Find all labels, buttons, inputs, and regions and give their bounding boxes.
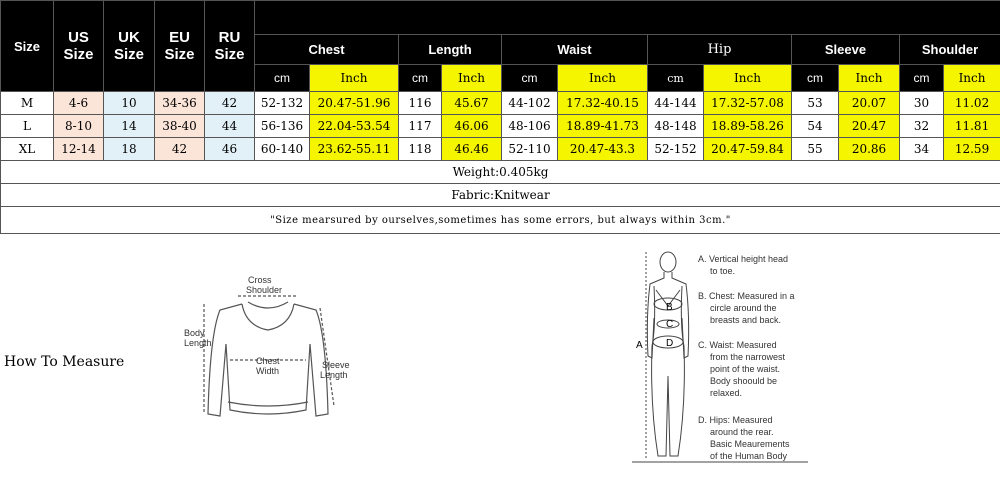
uk-size-cell: 18 (104, 138, 155, 161)
shoulder-inch-cell: 11.02 (944, 92, 1000, 115)
unit-inch: Inch (310, 65, 399, 92)
header-length: Length (399, 35, 502, 65)
chest-width-label: Width (256, 366, 280, 376)
unit-inch: Inch (442, 65, 502, 92)
hip-inch-cell: 20.47-59.84 (704, 138, 792, 161)
shoulder-cm-cell: 32 (900, 115, 944, 138)
sleeve-inch-cell: 20.47 (839, 115, 900, 138)
sleeve-cm-cell: 54 (792, 115, 839, 138)
fabric-note: Fabric:Knitwear (1, 184, 1000, 207)
size-label: XL (1, 138, 54, 161)
marker-b: B (666, 302, 673, 313)
sleeve-inch-cell: 20.07 (839, 92, 900, 115)
header-eu-size: EU Size (155, 1, 205, 92)
eu-size-cell: 42 (155, 138, 205, 161)
length-cm-cell: 117 (399, 115, 442, 138)
size-label: M (1, 92, 54, 115)
cross-shoulder-label: Shoulder (246, 285, 283, 295)
unit-cm: cm (900, 65, 944, 92)
how-to-measure-label: How To Measure (4, 354, 125, 370)
us-size-cell: 8-10 (54, 115, 104, 138)
table-row (1, 92, 1000, 115)
header-chest: Chest (255, 35, 399, 65)
unit-cm: cm (255, 65, 310, 92)
marker-a: A (636, 340, 643, 351)
chest-inch-cell: 23.62-55.11 (310, 138, 399, 161)
header-ru-size: RU Size (205, 1, 255, 92)
waist-cm-cell: 48-106 (502, 115, 558, 138)
header-blank-band (255, 1, 1000, 35)
note-c: point of the waist. (710, 364, 781, 374)
note-d: Basic Meaurements (710, 439, 790, 449)
note-c: from the narrowest (710, 352, 786, 362)
chest-cm-cell: 60-140 (255, 138, 310, 161)
hip-cm-cell: 48-148 (648, 115, 704, 138)
waist-inch-cell: 18.89-41.73 (558, 115, 648, 138)
note-c: Body shoould be (710, 376, 778, 386)
eu-size-cell: 38-40 (155, 115, 205, 138)
marker-c: C (666, 319, 674, 330)
chest-width-label: Chest (256, 356, 280, 366)
table-row (1, 138, 1000, 161)
sweater-measure-diagram (180, 274, 360, 430)
length-inch-cell: 46.06 (442, 115, 502, 138)
uk-size-cell: 10 (104, 92, 155, 115)
body-measure-diagram (628, 246, 1000, 468)
hip-inch-cell: 18.89-58.26 (704, 115, 792, 138)
note-a: to toe. (710, 266, 736, 276)
header-shoulder: Shoulder (900, 35, 1000, 65)
note-d: around the rear. (710, 427, 774, 437)
length-inch-cell: 45.67 (442, 92, 502, 115)
ru-size-cell: 44 (205, 115, 255, 138)
ru-size-cell: 46 (205, 138, 255, 161)
chest-cm-cell: 56-136 (255, 115, 310, 138)
body-length-label: Body (184, 328, 205, 338)
chest-inch-cell: 20.47-51.96 (310, 92, 399, 115)
waist-cm-cell: 44-102 (502, 92, 558, 115)
sleeve-length-label: Length (320, 370, 348, 380)
sleeve-cm-cell: 53 (792, 92, 839, 115)
ru-size-cell: 42 (205, 92, 255, 115)
note-a: A. Vertical height head (698, 254, 789, 264)
hip-inch-cell: 17.32-57.08 (704, 92, 792, 115)
header-hip: Hip (648, 35, 792, 65)
note-c: C. Waist: Measured (698, 340, 777, 350)
unit-cm: cm (792, 65, 839, 92)
cross-shoulder-label: Cross (248, 275, 272, 285)
unit-cm: cm (399, 65, 442, 92)
note-b: B. Chest: Measured in a (698, 291, 795, 301)
hip-cm-cell: 52-152 (648, 138, 704, 161)
unit-cm: cm (502, 65, 558, 92)
header-waist: Waist (502, 35, 648, 65)
header-sleeve: Sleeve (792, 35, 900, 65)
size-chart-table (0, 0, 1000, 234)
marker-d: D (666, 338, 674, 349)
us-size-cell: 12-14 (54, 138, 104, 161)
note-d: D. Hips: Measured (698, 415, 773, 425)
sleeve-length-label: Sleeve (322, 360, 350, 370)
shoulder-cm-cell: 30 (900, 92, 944, 115)
waist-inch-cell: 20.47-43.3 (558, 138, 648, 161)
us-size-cell: 4-6 (54, 92, 104, 115)
header-us-size: US Size (54, 1, 104, 92)
waist-cm-cell: 52-110 (502, 138, 558, 161)
length-inch-cell: 46.46 (442, 138, 502, 161)
size-label: L (1, 115, 54, 138)
unit-inch: Inch (944, 65, 1000, 92)
note-b: breasts and back. (710, 315, 782, 325)
shoulder-cm-cell: 34 (900, 138, 944, 161)
table-row (1, 115, 1000, 138)
shoulder-inch-cell: 11.81 (944, 115, 1000, 138)
unit-inch: Inch (839, 65, 900, 92)
uk-size-cell: 14 (104, 115, 155, 138)
hip-cm-cell: 44-144 (648, 92, 704, 115)
measurement-disclaimer: "Size mearsured by ourselves,sometimes has some errors, but always within 3cm." (1, 207, 1000, 234)
sleeve-cm-cell: 55 (792, 138, 839, 161)
sleeve-inch-cell: 20.86 (839, 138, 900, 161)
length-cm-cell: 118 (399, 138, 442, 161)
length-cm-cell: 116 (399, 92, 442, 115)
chest-cm-cell: 52-132 (255, 92, 310, 115)
waist-inch-cell: 17.32-40.15 (558, 92, 648, 115)
unit-cm: cm (648, 65, 704, 92)
note-c: relaxed. (710, 388, 743, 398)
note-d: of the Human Body (710, 451, 788, 461)
weight-note: Weight:0.405kg (1, 161, 1000, 184)
eu-size-cell: 34-36 (155, 92, 205, 115)
unit-inch: Inch (558, 65, 648, 92)
chest-inch-cell: 22.04-53.54 (310, 115, 399, 138)
header-size: Size (1, 1, 54, 92)
note-b: circle around the (710, 303, 777, 313)
header-uk-size: UK Size (104, 1, 155, 92)
shoulder-inch-cell: 12.59 (944, 138, 1000, 161)
unit-inch: Inch (704, 65, 792, 92)
body-length-label: Length (184, 338, 212, 348)
